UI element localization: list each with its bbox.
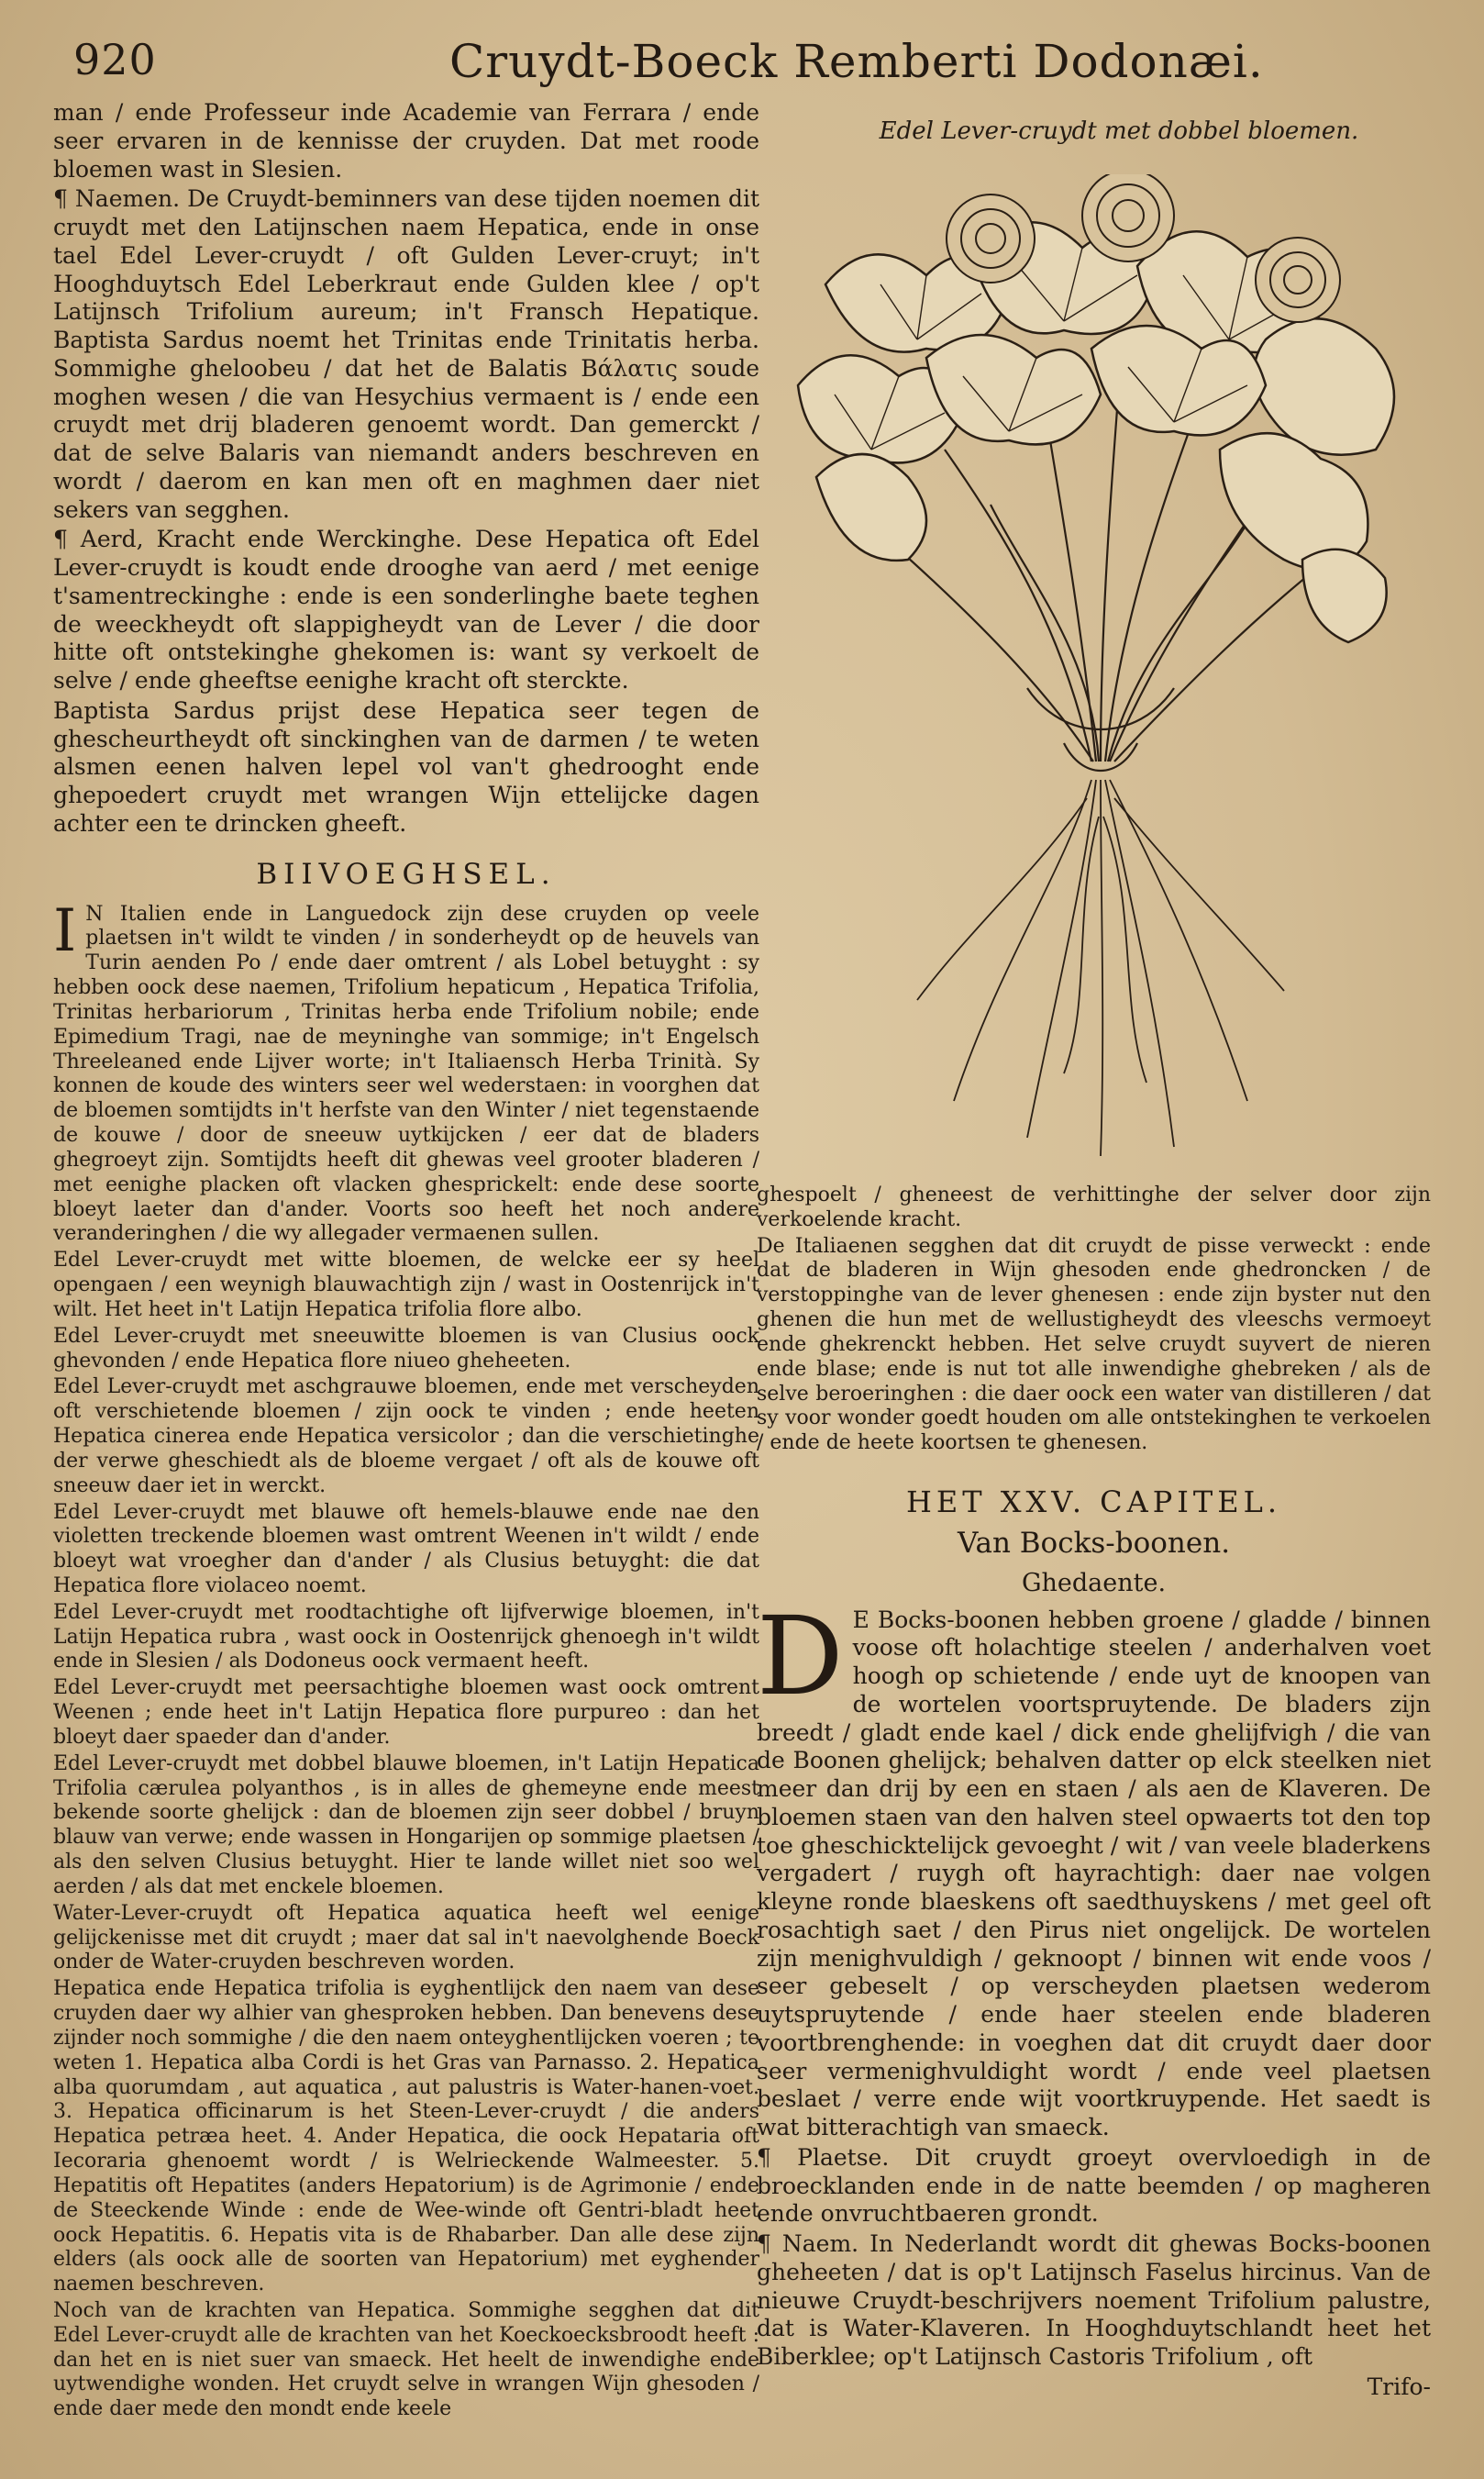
paragraph-biivoeghsel: I N Italien ende in Languedock zijn dese cruyden op veele plaetsen in't wildt te vinden / in sonderheydt op de heuvels van Turin aenden Po / ende daer omtrent / als Lobel betuyght : sy hebben oock dese naemen, Trifolium hepaticum , Hepatica Trifolia, Trinitas herbariorum , Trinitas herba ende Trifolium nobile; ende Epimedium Tragi, nae de meyninghe van sommige; in't Engelsch Threeleaned ende Lijver worte; in't Italiaensch Herba Trinità. Sy konnen de koude des winters seer wel wederstaen: in voorghen dat de bloemen somtijdts in't herfste van den Winter / niet tegenstaende de kouwe / door de sneeuw uytkijcken / eer dat de bladers ghegroeyt zijn. Somtijdts heeft dit ghewas veel grooter bladeren / met eenighe placken oft vlacken ghesprickelt: ende dese soorte bloeyt laeter dan d'ander. Voorts soo heeft het noch andere veranderinghen / die wy allegader vermaenen sullen. xyxy=(53,896,759,1246)
right-column-bottom xyxy=(757,1468,1431,2459)
stem xyxy=(1046,413,1096,761)
figure-caption: Edel Lever-cruydt met dobbel bloemen. xyxy=(879,117,1359,145)
root xyxy=(1110,780,1247,1101)
paragraph-plaetse: ¶ Plaetse. Dit cruydt groeyt overvloedigh in de broecklanden ende in de natte beemden / op magheren ende onvruchtbaeren grondt. xyxy=(757,2143,1431,2228)
catchword: Trifo- xyxy=(1367,2373,1431,2400)
chapter-heading: HET XXV. CAPITEL. xyxy=(905,1484,1282,1519)
paragraph-naem: ¶ Naem. In Nederlandt wordt dit ghewas Bocks-boonen gheheeten / dat is op't Latijnsch Faselus hircinus. Van de nieuwe Cruydt-beschrijvers noement Trifolium palustre, dat is Water-Klaveren. In Hooghduytschlandt heet het Biberklee; op't Latijnsch Castoris Trifolium , oft xyxy=(757,2230,1431,2371)
page-number: 920 xyxy=(73,35,157,84)
variety-item: Edel Lever-cruydt met peersachtighe bloemen wast oock omtrent Weenen ; ende heet in't Latijn Hepatica flore purpureo : dan het bloeyt daer spaeder dan d'ander. xyxy=(53,1676,759,1749)
paragraph-italianen: De Italiaenen segghen dat dit cruydt de pisse verweckt : ende dat de bladeren in Wijn ghesoden ende ghedroncken / de verstoppinghe van de lever ghenesen : ende zijn byster nut den ghenen die hun met de wellustigheydt des vleeschs vermoeyt ende ghekrenckt hebben. Het selve cruydt suyvert de nieren ende blase; ende is nut tot alle inwendighe ghebreken / als de selve beroeringhen : die daer oock een water van distilleren / dat sy voor wonder goedt houden om alle ontstekinghen te verkoelen / ende de heete koortsen te ghenesen. xyxy=(757,1234,1431,1455)
double-flower xyxy=(1082,174,1174,261)
paragraph-aerd: ¶ Aerd, Kracht ende Werckinghe. Dese Hepatica oft Edel Lever-cruydt is koudt ende drooghe van aerd / met eenige t'samentreckinghe : ende is een sonderlinghe baete teghen de weeckheydt oft slappigheydt van de Lever / die door hitte oft ontstekinghe ghekomen is: want sy verkoelt de selve / ende gheeftse eenighe kracht oft sterckte. xyxy=(53,526,759,694)
leaf xyxy=(1302,550,1387,642)
variety-item: Water-Lever-cruydt oft Hepatica aquatica heeft wel eenige gelijckenisse met dit cruydt ; maer dat sal in't naevolghende Boeck onder de Water-cruyden beschreven worden. xyxy=(53,1901,759,1974)
root xyxy=(1103,817,1146,1083)
variety-item: Edel Lever-cruydt met sneeuwitte bloemen is van Clusius oock ghevonden / ende Hepatica flore niueo gheheeten. xyxy=(53,1324,759,1373)
stem xyxy=(1105,422,1192,761)
root xyxy=(1064,817,1099,1073)
paragraph-ghedaente: D E Bocks-boonen hebben groene / gladde / binnen voose oft holachtige steelen / anderhalven voet hoogh op schietende / ende uyt de knoopen van de wortelen voortspruytende. De bladers zijn breedt / gladt ende kael / dick ende ghelijfvigh / die van de Boonen ghelijck; behalven datter op elck steelken niet meer dan drij by een en staen / als aen de Klaveren. De bloemen staen van den halven steel opwaerts tot den top toe gheschicktelijck gevoeght / wit / van veele bladerkens vergadert / ruygh oft hayrachtigh: daer nae volgen kleyne ronde blaeskens oft saedthuyskens / met geel oft rosachtigh saet / den Pirus niet ongelijck. De wortelen zijn menighvuldigh / geknoopt / binnen wit ende voos / seer gebeselt / op verscheyden plaetsen wederom uytspruytende / ende haer steelen ende bladeren voortbrenghende: in voeghen dat dit cruydt daer door seer vermenighvuldight wordt / ende veel plaetsen beslaet / verre ende wijt voortkruypende. Het saedt is wat bitterachtigh van smaeck. xyxy=(757,1592,1431,2141)
drop-cap-d: D xyxy=(757,1592,844,1719)
root xyxy=(1114,798,1284,991)
root xyxy=(1101,780,1102,1156)
stem xyxy=(890,541,1093,761)
variety-item: Edel Lever-cruydt met blauwe oft hemels-blauwe ende nae den violetten treckende bloemen wast omtrent Weenen in't wildt / ende bloeyt wat vroegher dan d'ander / als Clusius betuyght: die dat Hepatica flore violaceo noemt. xyxy=(53,1500,759,1597)
section-ghedaente: Ghedaente. xyxy=(1021,1569,1167,1598)
double-flower xyxy=(1256,238,1340,322)
left-column xyxy=(53,99,759,2448)
variety-item: Hepatica ende Hepatica trifolia is eyghentlijck den naem van dese cruyden daer wy alhier van ghesproken hebben. Dan benevens dese zijnder noch sommighe / die den naem onteyghentlijcken voeren ; te weten 1. Hepatica alba Cordi is het Gras van Parnasso. 2. Hepatica alba quorumdam , aut aquatica , aut palustris is Water-hanen-voet. 3. Hepatica officinarum is het Steen-Lever-cruydt / die anders Hepatica petræa heet. 4. Ander Hepatica, die oock Hepataria oft Iecoraria ghenoemt wordt / is Welrieckende Walmeester. 5. Hepatitis oft Hepatites (anders Hepatorium) is de Agrimonie / ende de Steeckende Winde : ende de Wee-winde oft Gentri-bladt heet oock Hepatitis. 6. Hepatis vita is de Rhabarber. Dan alle dese zijn elders (als oock alle de soorten van Hepatorium) met eyghender naemen beschreven. xyxy=(53,1977,759,2296)
root xyxy=(917,798,1087,1000)
paragraph-naemen: ¶ Naemen. De Cruydt-beminners van dese tijden noemen dit cruydt met den Latijnschen naem Hepatica, ende in onse tael Edel Lever-cruydt / oft Gulden Lever-cruyt; in't Hooghduytsch Edel Leberkraut ende Gulden klee / op't Latijnsch Trifolium aureum; in't Fransch Hepatique. Baptista Sardus noemt het Trinitas ende Trinitatis herba. Sommighe gheloobeu / dat het de Balatis Βάλατις soude moghen wesen / die van Hesychius vermaent is / ende een cruydt met drij bladeren genoemt wordt. Dan gemerckt / dat de selve Balaris van niemandt anders beschreven en wordt / daerom en kan men oft en maghmen daer niet sekers van segghen. xyxy=(53,185,759,523)
variety-item: Edel Lever-cruydt met dobbel blauwe bloemen, in't Latijn Hepatica Trifolia cærulea polyanthos , is in alles de ghemeyne ende meest bekende soorte ghelijck : dan de bloemen zijn seer dobbel / bruyn blauw van verwe; ende wassen in Hongarijen op sommige plaetsen / als den selven Clusius betuyght. Hier te lande willet niet soo wel aerden / als dat met enckele bloemen. xyxy=(53,1751,759,1898)
variety-item: Noch van de krachten van Hepatica. Sommighe segghen dat dit Edel Lever-cruydt alle de krachten van het Koeckoecksbroodt heeft : dan het en is niet suer van smaeck. Het heelt de inwendighe ende uytwendighe wonden. Het cruydt selve in wrangen Wijn ghesoden / ende daer mede den mondt ende keele xyxy=(53,2299,759,2421)
stem xyxy=(945,450,1091,761)
running-title: Cruydt-Boeck Remberti Dodonæi. xyxy=(449,35,1264,88)
section-heading: BIIVOEGHSEL. xyxy=(256,857,557,891)
stem xyxy=(1101,385,1119,761)
leaf xyxy=(816,454,926,561)
root xyxy=(1105,780,1174,1147)
variety-item: Edel Lever-cruydt met aschgrauwe bloemen, ende met verscheyden oft verschietende bloemen / zijn oock te vinden ; ende heeten Hepatica cinerea ende Hepatica versicolor ; dan die verschietinghe der verwe gheschiedt als de bloeme vergaet / oft als de kouwe oft sneeuw daer iet in werckt. xyxy=(53,1375,759,1497)
double-flower xyxy=(947,195,1035,283)
page-header xyxy=(73,28,1431,92)
stem xyxy=(1108,523,1247,761)
paragraph: man / ende Professeur inde Academie van Ferrara / ende seer ervaren in de kennisse der cruyden. Dat met roode bloemen wast in Slesien. xyxy=(53,99,759,183)
paragraph-baptista: Baptista Sardus prijst dese Hepatica seer tegen de ghescheurtheydt oft sinckinghen van de darmen / te weten alsmen eenen halven lepel vol van't ghedrooght ende ghepoedert cruydt met wrangen Wijn ettelijcke dagen achter een te drincken gheeft. xyxy=(53,696,759,837)
drop-cap-i: I xyxy=(53,896,77,965)
variety-item: Edel Lever-cruydt met witte bloemen, de welcke eer sy heel opengaen / een weynigh blauwachtigh zijn / wast in Oostenrijck in't wilt. Het heet in't Latijn Hepatica trifolia flore albo. xyxy=(53,1249,759,1321)
variety-item: Edel Lever-cruydt met roodtachtighe oft lijfverwige bloemen, in't Latijn Hepatica rubra , wast oock in Oostenrijck ghenoegh in't wildt ende in Slesien / als Dodoneus oock vermaent heeft. xyxy=(53,1600,759,1673)
hepatica-woodcut-illustration xyxy=(789,174,1431,1174)
chapter-subtitle: Van Bocks-boonen. xyxy=(957,1527,1231,1561)
paragraph-continue: ghespoelt / gheneest de verhittinghe der selver door zijn verkoelende kracht. xyxy=(757,1184,1431,1231)
right-column-top xyxy=(757,1184,1431,1486)
